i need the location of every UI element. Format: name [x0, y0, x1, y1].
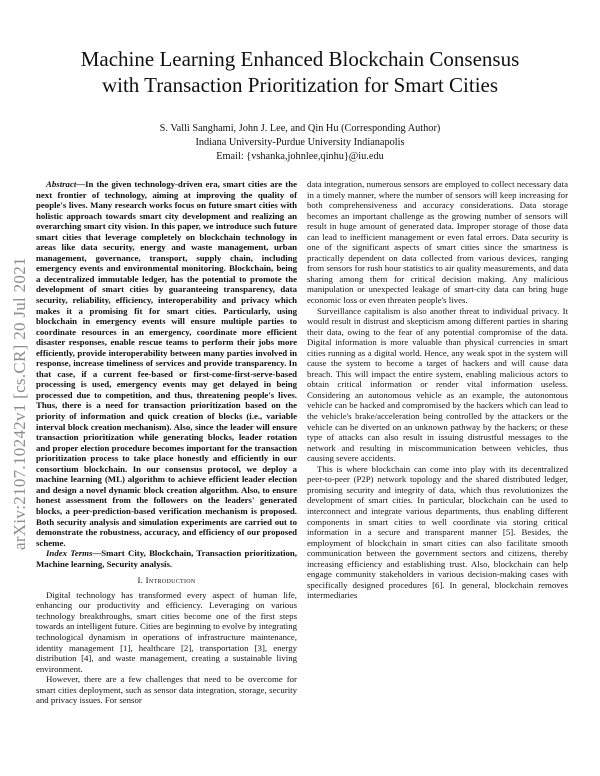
abstract [36, 179, 297, 548]
title-line-2: with Transaction Prioritization for Smart Cities [101, 73, 499, 97]
abstract-label: Abstract [46, 179, 77, 189]
intro-paragraph-1: Digital technology has transformed every aspect of human life, enhancing our productivity and efficiency. Leveraging on various technology breakthroughs, smart cities become one of the first steps towards an intelligent future. Cities are beginning to evolve by integrating technological dynamism in operations of infrastructure maintenance, identity management [1], healthcare [2], transportation [3], energy distribution [4], and waste management, creating a sustainable living environment. [36, 589, 297, 674]
right-paragraph-3: This is where blockchain can come into play with its decentralized peer-to-peer (P2P) network topology and the shared distributed ledger, promising security and integrity of data, which thus revolutionizes the development of smart cities. In particular, blockchain can be used to interconnect and integrate various departments, thus enabling different components in smart cities to well coordinate via storing critical information in a secure and transparent manner [5]. Besides, the employment of blockchain in smart cities can also facilitate smooth communication between the government sectors and citizens, thereby increasing efficiency and establishing trust. Also, blockchain can help engage community stakeholders in various decision-making cases with specifically designed procedures [6]. In general, blockchain removes intermediaries [307, 463, 568, 601]
right-paragraph-2: Surveillance capitalism is also another threat to individual privacy. It would result in distrust and skepticism among different parties in sharing their data, owing to the fear of any potential compromise of the data. Digital information is more valuable than physical currencies in smart cities running as a digital world. Hence, any weak spot in the system will cause the system to become a target of hackers and will cause data breach. This will impact the entire system, enabling malicious actors to obtain critical information or render vital information useless. Considering an autonomous vehicle as an example, the autonomous vehicle can be hacked and compromised by the hackers which can lead to the vehicle's brake/acceleration being controlled by the attackers or the vehicle can be diverted on an unknown pathway by the hackers; or these type of attacks can also result in issuing distrustful messages to the network and resulting in miscommunication between vehicles, thus causing severe accidents. [307, 305, 568, 464]
index-terms [36, 548, 297, 569]
paper-title [40, 46, 560, 98]
email: Email: {vshanka,johnlee,qinhu}@iu.edu [216, 151, 384, 162]
arxiv-stamp [8, 190, 32, 550]
index-terms-label: Index Terms [46, 548, 93, 559]
author-names: S. Valli Sanghami, John J. Lee, and Qin Hu (Corresponding Author) [159, 123, 441, 134]
section-heading-introduction: I. Introduction [137, 575, 196, 586]
author-block [40, 122, 560, 164]
intro-paragraph-2: However, there are a few challenges that need to be overcome for smart cities deployment, such as sensor data integration, storage, security and privacy issues. For sensor [36, 674, 297, 706]
index-terms-text: —Smart City, Blockchain, Transaction prioritization, Machine learning, Security analysis. [36, 548, 297, 569]
right-column [307, 179, 568, 601]
affiliation: Indiana University-Purdue University Indianapolis [195, 137, 405, 148]
arxiv-identifier: arXiv:2107.10242v1 [cs.CR] 20 Jul 2021 [10, 257, 29, 550]
right-paragraph-1: data integration, numerous sensors are employed to collect necessary data in a timely manner, where the number of sensors will keep increasing for both comprehensiveness and accuracy considerations. Data storage becomes an important challenge as the growing number of sensors will result in huge amount of generated data. Improper storage of those data can lead to inefficient management or even fatal errors. Data security is one of the significant aspects of smart cities since the smartness is practically dependent on data collected from various devices, ranging from sensors for rush hour statistics to air quality measurements, and data sharing among them for critical decision making. Any malicious manipulation or unexpected leakage of smart-city data can bring huge economic loss or even threaten people's lives. [307, 179, 568, 306]
title-line-1: Machine Learning Enhanced Blockchain Consensus [80, 47, 520, 71]
abstract-text: —In the given technology-driven era, smart cities are the next frontier of technology, aiming at improving the quality of people's lives. Many research works focus on future smart cities with holistic approach towards smart city development and realizing an overarching smart city vision. In this paper, we introduce such future smart cities that leverage completely on blockchain technology in areas like data security, energy and waste management, urban management, governance, transport, supply chain, including emergency events and environmental monitoring. Blockchain, being a decentralized immutable ledger, has the potential to promote the development of smart cities by guaranteeing transparency, data security, reliability, efficiency, interoperability and privacy which makes it a promising fit for smart cities. Particularly, using blockchain in emergency events will ensure multiple parties to coordinate resources in an emergency, coordinate more efficient disaster responses, enable rescue teams to perform their jobs more efficiently, provide interoperability between many parties involved in response, increase timeliness of services and provide transparency. In that case, if a current fee-based or first-come-first-serve-based processing is used, emergency events may get delayed in being processed due to competition, and thus, threatening people's lives. Thus, there is a need for transaction prioritization based on the priority of information and quick creation of blocks (i.e., variable interval block creation mechanism). Also, since the leader will ensure transaction prioritization while generating blocks, leader rotation and proper election procedure becomes important for the transaction prioritization process to take place honestly and efficiently in our consortium blockchain. In our consensus protocol, we deploy a machine learning (ML) algorithm to achieve efficient leader election and design a novel dynamic block creation algorithm. Also, to ensure honest assessment from the followers on the leaders' generated blocks, a peer-prediction-based verification mechanism is proposed. Both security analysis and simulation experiments are carried out to demonstrate the robustness, accuracy, and efficiency of our proposed scheme. [36, 179, 297, 548]
left-column [36, 179, 297, 706]
